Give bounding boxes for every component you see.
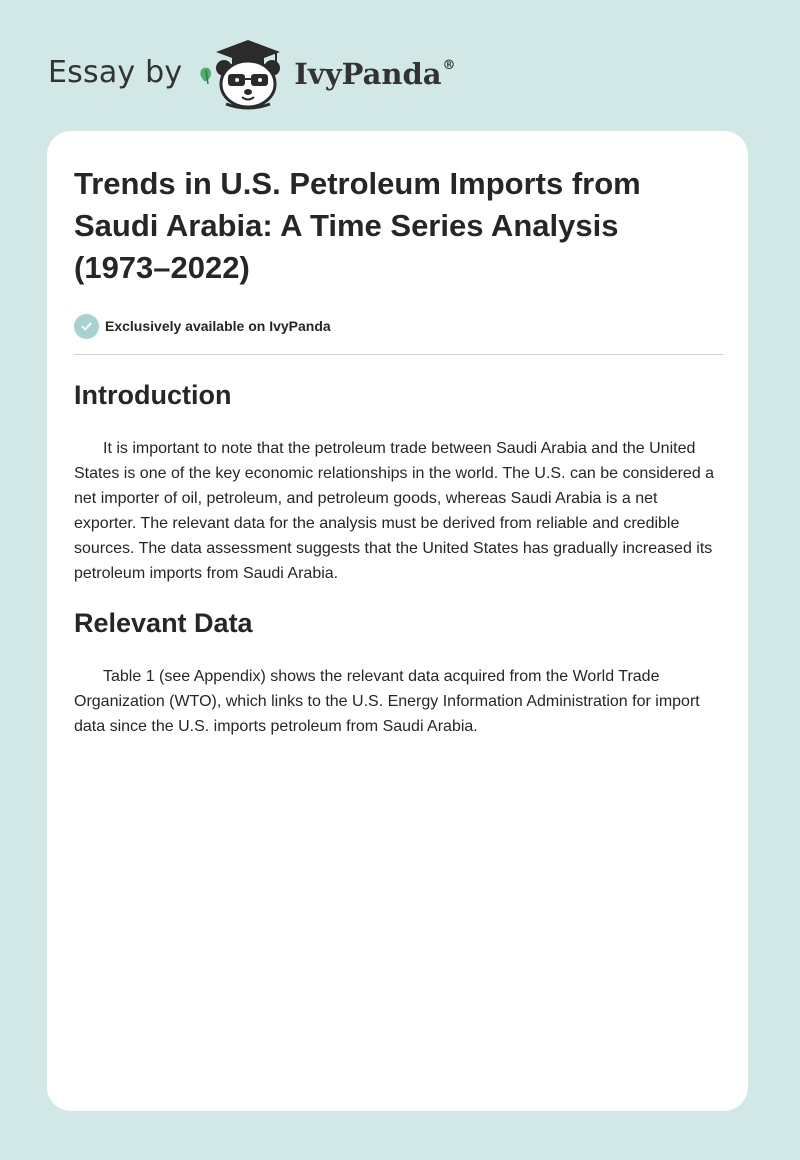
page-title: Trends in U.S. Petroleum Imports from Saudi Arabia: A Time Series Analysis (1973–2022)	[74, 166, 641, 285]
exclusive-label: Exclusively available on IvyPanda	[105, 318, 331, 334]
divider	[74, 354, 723, 355]
essay-card	[47, 131, 748, 1111]
exclusive-badge	[74, 313, 723, 339]
essay-content	[74, 163, 723, 739]
panda-graduate-icon[interactable]	[196, 34, 292, 110]
site-header	[48, 34, 456, 110]
brand-label: IvyPanda	[294, 57, 442, 91]
section-paragraph-relevant-data: Table 1 (see Appendix) shows the relevant data acquired from the World Trade Organization (WTO), which links to the U.S. Energy Information Administration for import data since the U.S. imports petroleum from Saudi Arabia.	[74, 668, 700, 735]
section-heading-relevant-data: Relevant Data	[74, 608, 253, 638]
registered-mark: ®	[442, 58, 456, 74]
brand-name[interactable]	[294, 57, 455, 91]
section-paragraph-introduction: It is important to note that the petroleum trade between Saudi Arabia and the United States is one of the key economic relationships in the world. The U.S. can be considered a net importer of oil, petroleum, and petroleum goods, whereas Saudi Arabia is a net exporter. The relevant data for the analysis must be derived from reliable and credible sources. The data assessment suggests that the United States has gradually increased its petroleum imports from Saudi Arabia.	[74, 440, 715, 582]
section-heading-introduction: Introduction	[74, 380, 232, 410]
essay-by-label: Essay by	[48, 54, 183, 90]
check-icon	[74, 314, 99, 339]
